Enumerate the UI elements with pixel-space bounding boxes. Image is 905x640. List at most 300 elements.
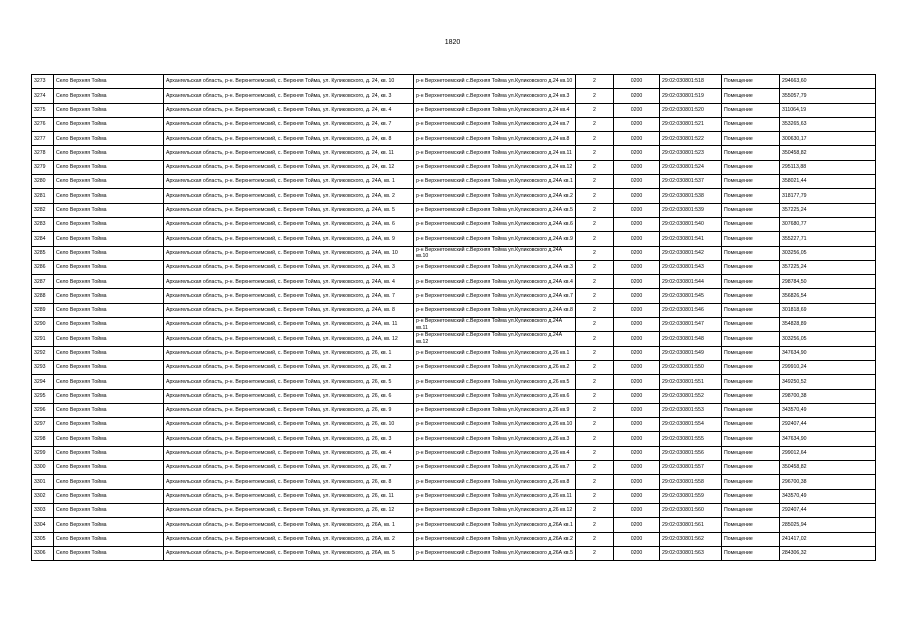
object-type-cell: Помещение xyxy=(722,332,780,346)
short-address-cell: р-н Верхнетоемский с.Верхняя Тойма ул.Куликовского д.26 кв.10 xyxy=(414,418,576,432)
group-code-cell: 2 xyxy=(576,375,614,389)
object-type-cell: Помещение xyxy=(722,432,780,446)
object-type-cell: Помещение xyxy=(722,446,780,460)
cadastral-value-cell: 299012,64 xyxy=(780,446,876,460)
row-number-cell: 3282 xyxy=(32,203,54,217)
cadastral-number-cell: 29:02:030801:545 xyxy=(660,289,722,303)
short-address-cell: р-н Верхнетоемский с.Верхняя Тойма ул.Куликовского д.26 кв.3 xyxy=(414,432,576,446)
cadastral-value-cell: 347634,90 xyxy=(780,346,876,360)
table-row xyxy=(32,189,876,203)
short-address-cell: р-н Верхнетоемский с.Верхняя Тойма ул.Куликовского д.26 кв.11 xyxy=(414,489,576,503)
cadastral-number-cell: 29:02:030801:540 xyxy=(660,217,722,231)
full-address-cell: Архангельская область, р-н. Верхнетоемский, с. Верхняя Тойма, ул. Куликовского, д. 24А, кв. 10 xyxy=(164,246,414,260)
locality-cell: Село Верхняя Тойма xyxy=(54,303,164,317)
full-address-cell: Архангельская область, р-н. Верхнетоемский, с. Верхняя Тойма, ул. Куликовского, д. 24А, кв. 4 xyxy=(164,275,414,289)
row-number-cell: 3291 xyxy=(32,332,54,346)
short-address-cell: р-н Верхнетоемский с.Верхняя Тойма ул.Куликовского д.24А кв.8 xyxy=(414,303,576,317)
locality-cell: Село Верхняя Тойма xyxy=(54,217,164,231)
short-address-cell: р-н Верхнетоемский с.Верхняя Тойма ул.Куликовского д.26 кв.4 xyxy=(414,446,576,460)
cadastral-value-cell: 307680,77 xyxy=(780,217,876,231)
row-number-cell: 3289 xyxy=(32,303,54,317)
table-row xyxy=(32,132,876,146)
cadastral-value-cell: 299910,24 xyxy=(780,360,876,374)
full-address-cell: Архангельская область, р-н. Верхнетоемский, с. Верхняя Тойма, ул. Куликовского, д. 24А, кв. 9 xyxy=(164,232,414,246)
type-code-cell: 0200 xyxy=(614,189,660,203)
object-type-cell: Помещение xyxy=(722,518,780,532)
group-code-cell: 2 xyxy=(576,217,614,231)
table-row xyxy=(32,89,876,103)
full-address-cell: Архангельская область, р-н. Верхнетоемский, с. Верхняя Тойма, ул. Куликовского, д. 24, кв. 3 xyxy=(164,89,414,103)
type-code-cell: 0200 xyxy=(614,275,660,289)
locality-cell: Село Верхняя Тойма xyxy=(54,175,164,189)
object-type-cell: Помещение xyxy=(722,475,780,489)
row-number-cell: 3276 xyxy=(32,117,54,131)
cadastral-number-cell: 29:02:030801:544 xyxy=(660,275,722,289)
full-address-cell: Архангельская область, р-н. Верхнетоемский, с. Верхняя Тойма, ул. Куликовского, д. 24, кв. 4 xyxy=(164,103,414,117)
table-row xyxy=(32,103,876,117)
type-code-cell: 0200 xyxy=(614,246,660,260)
cadastral-value-cell: 350458,82 xyxy=(780,146,876,160)
type-code-cell: 0200 xyxy=(614,403,660,417)
cadastral-value-cell: 296700,38 xyxy=(780,475,876,489)
cadastral-number-cell: 29:02:030801:537 xyxy=(660,175,722,189)
object-type-cell: Помещение xyxy=(722,461,780,475)
full-address-cell: Архангельская область, р-н. Верхнетоемский, с. Верхняя Тойма, ул. Куликовского, д. 24А, кв. 1 xyxy=(164,175,414,189)
table-row xyxy=(32,503,876,517)
type-code-cell: 0200 xyxy=(614,346,660,360)
cadastral-number-cell: 29:02:030801:548 xyxy=(660,332,722,346)
type-code-cell: 0200 xyxy=(614,89,660,103)
cadastral-number-cell: 29:02:030801:543 xyxy=(660,260,722,274)
cadastral-number-cell: 29:02:030801:560 xyxy=(660,503,722,517)
object-type-cell: Помещение xyxy=(722,132,780,146)
object-type-cell: Помещение xyxy=(722,260,780,274)
short-address-cell: р-н Верхнетоемский с.Верхняя Тойма ул.Куликовского д.26 кв.8 xyxy=(414,475,576,489)
locality-cell: Село Верхняя Тойма xyxy=(54,103,164,117)
cadastral-number-cell: 29:02:030801:547 xyxy=(660,318,722,332)
full-address-cell: Архангельская область, р-н. Верхнетоемский, с. Верхняя Тойма, ул. Куликовского, д. 26А, кв. 5 xyxy=(164,546,414,560)
row-number-cell: 3305 xyxy=(32,532,54,546)
row-number-cell: 3283 xyxy=(32,217,54,231)
cadastral-number-cell: 29:02:030801:523 xyxy=(660,146,722,160)
object-type-cell: Помещение xyxy=(722,546,780,560)
cadastral-value-cell: 284306,32 xyxy=(780,546,876,560)
full-address-cell: Архангельская область, р-н. Верхнетоемский, с. Верхняя Тойма, ул. Куликовского, д. 26, кв. 8 xyxy=(164,475,414,489)
group-code-cell: 2 xyxy=(576,203,614,217)
object-type-cell: Помещение xyxy=(722,75,780,89)
type-code-cell: 0200 xyxy=(614,461,660,475)
row-number-cell: 3287 xyxy=(32,275,54,289)
cadastral-number-cell: 29:02:030801:557 xyxy=(660,461,722,475)
full-address-cell: Архангельская область, р-н. Верхнетоемский, с. Верхняя Тойма, ул. Куликовского, д. 26, кв. 7 xyxy=(164,461,414,475)
short-address-cell: р-н Верхнетоемский с.Верхняя Тойма ул.Куликовского д.26 кв.6 xyxy=(414,389,576,403)
full-address-cell: Архангельская область, р-н. Верхнетоемский, с. Верхняя Тойма, ул. Куликовского, д. 24А, кв. 11 xyxy=(164,318,414,332)
cadastral-number-cell: 29:02:030801:542 xyxy=(660,246,722,260)
table-row xyxy=(32,260,876,274)
type-code-cell: 0200 xyxy=(614,546,660,560)
short-address-cell: р-н Верхнетоемский с.Верхняя Тойма ул.Куликовского д.24А кв.6 xyxy=(414,217,576,231)
object-type-cell: Помещение xyxy=(722,375,780,389)
type-code-cell: 0200 xyxy=(614,175,660,189)
table-row xyxy=(32,418,876,432)
cadastral-value-cell: 292407,44 xyxy=(780,503,876,517)
row-number-cell: 3285 xyxy=(32,246,54,260)
group-code-cell: 2 xyxy=(576,117,614,131)
cadastral-number-cell: 29:02:030801:519 xyxy=(660,89,722,103)
cadastral-value-cell: 295113,88 xyxy=(780,160,876,174)
locality-cell: Село Верхняя Тойма xyxy=(54,461,164,475)
cadastral-value-cell: 343570,49 xyxy=(780,403,876,417)
object-type-cell: Помещение xyxy=(722,89,780,103)
row-number-cell: 3296 xyxy=(32,403,54,417)
short-address-cell: р-н Верхнетоемский с.Верхняя Тойма ул.Куликовского д.24А кв.12 xyxy=(414,332,576,346)
locality-cell: Село Верхняя Тойма xyxy=(54,146,164,160)
short-address-cell: р-н Верхнетоемский с.Верхняя Тойма ул.Куликовского д.24 кв.12 xyxy=(414,160,576,174)
locality-cell: Село Верхняя Тойма xyxy=(54,232,164,246)
cadastral-value-cell: 347634,90 xyxy=(780,432,876,446)
group-code-cell: 2 xyxy=(576,175,614,189)
full-address-cell: Архангельская область, р-н. Верхнетоемский, с. Верхняя Тойма, ул. Куликовского, д. 24, кв. 8 xyxy=(164,132,414,146)
cadastral-value-cell: 303256,05 xyxy=(780,246,876,260)
cadastral-value-cell: 303256,05 xyxy=(780,332,876,346)
cadastral-value-cell: 300630,17 xyxy=(780,132,876,146)
full-address-cell: Архангельская область, р-н. Верхнетоемский, с. Верхняя Тойма, ул. Куликовского, д. 26А, кв. 2 xyxy=(164,532,414,546)
locality-cell: Село Верхняя Тойма xyxy=(54,275,164,289)
locality-cell: Село Верхняя Тойма xyxy=(54,432,164,446)
row-number-cell: 3293 xyxy=(32,360,54,374)
type-code-cell: 0200 xyxy=(614,318,660,332)
group-code-cell: 2 xyxy=(576,103,614,117)
type-code-cell: 0200 xyxy=(614,303,660,317)
group-code-cell: 2 xyxy=(576,475,614,489)
type-code-cell: 0200 xyxy=(614,518,660,532)
group-code-cell: 2 xyxy=(576,132,614,146)
type-code-cell: 0200 xyxy=(614,375,660,389)
type-code-cell: 0200 xyxy=(614,389,660,403)
type-code-cell: 0200 xyxy=(614,132,660,146)
object-type-cell: Помещение xyxy=(722,532,780,546)
full-address-cell: Архангельская область, р-н. Верхнетоемский, с. Верхняя Тойма, ул. Куликовского, д. 26, кв. 4 xyxy=(164,446,414,460)
cadastral-number-cell: 29:02:030801:563 xyxy=(660,546,722,560)
row-number-cell: 3299 xyxy=(32,446,54,460)
row-number-cell: 3304 xyxy=(32,518,54,532)
table-row xyxy=(32,75,876,89)
group-code-cell: 2 xyxy=(576,89,614,103)
cadastral-number-cell: 29:02:030801:558 xyxy=(660,475,722,489)
full-address-cell: Архангельская область, р-н. Верхнетоемский, с. Верхняя Тойма, ул. Куликовского, д. 24, кв. 10 xyxy=(164,75,414,89)
group-code-cell: 2 xyxy=(576,418,614,432)
short-address-cell: р-н Верхнетоемский с.Верхняя Тойма ул.Куликовского д.26 кв.9 xyxy=(414,403,576,417)
locality-cell: Село Верхняя Тойма xyxy=(54,346,164,360)
locality-cell: Село Верхняя Тойма xyxy=(54,246,164,260)
short-address-cell: р-н Верхнетоемский с.Верхняя Тойма ул.Куликовского д.24А кв.1 xyxy=(414,175,576,189)
short-address-cell: р-н Верхнетоемский с.Верхняя Тойма ул.Куликовского д.24А кв.3 xyxy=(414,260,576,274)
cadastral-number-cell: 29:02:030801:524 xyxy=(660,160,722,174)
type-code-cell: 0200 xyxy=(614,489,660,503)
object-type-cell: Помещение xyxy=(722,389,780,403)
object-type-cell: Помещение xyxy=(722,146,780,160)
row-number-cell: 3301 xyxy=(32,475,54,489)
row-number-cell: 3281 xyxy=(32,189,54,203)
table-row xyxy=(32,461,876,475)
short-address-cell: р-н Верхнетоемский с.Верхняя Тойма ул.Куликовского д.26А кв.2 xyxy=(414,532,576,546)
short-address-cell: р-н Верхнетоемский с.Верхняя Тойма ул.Куликовского д.24 кв.8 xyxy=(414,132,576,146)
row-number-cell: 3298 xyxy=(32,432,54,446)
group-code-cell: 2 xyxy=(576,260,614,274)
locality-cell: Село Верхняя Тойма xyxy=(54,289,164,303)
locality-cell: Село Верхняя Тойма xyxy=(54,117,164,131)
row-number-cell: 3303 xyxy=(32,503,54,517)
group-code-cell: 2 xyxy=(576,189,614,203)
group-code-cell: 2 xyxy=(576,446,614,460)
cadastral-value-cell: 356826,54 xyxy=(780,289,876,303)
group-code-cell: 2 xyxy=(576,75,614,89)
locality-cell: Село Верхняя Тойма xyxy=(54,418,164,432)
group-code-cell: 2 xyxy=(576,318,614,332)
group-code-cell: 2 xyxy=(576,403,614,417)
cadastral-number-cell: 29:02:030801:556 xyxy=(660,446,722,460)
cadastral-number-cell: 29:02:030801:551 xyxy=(660,375,722,389)
cadastral-number-cell: 29:02:030801:518 xyxy=(660,75,722,89)
row-number-cell: 3295 xyxy=(32,389,54,403)
type-code-cell: 0200 xyxy=(614,232,660,246)
group-code-cell: 2 xyxy=(576,532,614,546)
cadastral-number-cell: 29:02:030801:520 xyxy=(660,103,722,117)
short-address-cell: р-н Верхнетоемский с.Верхняя Тойма ул.Куликовского д.26 кв.5 xyxy=(414,375,576,389)
row-number-cell: 3278 xyxy=(32,146,54,160)
group-code-cell: 2 xyxy=(576,332,614,346)
group-code-cell: 2 xyxy=(576,275,614,289)
type-code-cell: 0200 xyxy=(614,289,660,303)
object-type-cell: Помещение xyxy=(722,489,780,503)
table-row xyxy=(32,217,876,231)
type-code-cell: 0200 xyxy=(614,117,660,131)
locality-cell: Село Верхняя Тойма xyxy=(54,160,164,174)
cadastral-number-cell: 29:02:030801:550 xyxy=(660,360,722,374)
group-code-cell: 2 xyxy=(576,389,614,403)
row-number-cell: 3300 xyxy=(32,461,54,475)
cadastral-number-cell: 29:02:030801:561 xyxy=(660,518,722,532)
short-address-cell: р-н Верхнетоемский с.Верхняя Тойма ул.Куликовского д.26 кв.2 xyxy=(414,360,576,374)
row-number-cell: 3284 xyxy=(32,232,54,246)
full-address-cell: Архангельская область, р-н. Верхнетоемский, с. Верхняя Тойма, ул. Куликовского, д. 24А, кв. 7 xyxy=(164,289,414,303)
full-address-cell: Архангельская область, р-н. Верхнетоемский, с. Верхняя Тойма, ул. Куликовского, д. 24А, кв. 5 xyxy=(164,203,414,217)
cadastral-value-cell: 350458,82 xyxy=(780,461,876,475)
short-address-cell: р-н Верхнетоемский с.Верхняя Тойма ул.Куликовского д.26А кв.5 xyxy=(414,546,576,560)
row-number-cell: 3280 xyxy=(32,175,54,189)
cadastral-number-cell: 29:02:030801:553 xyxy=(660,403,722,417)
short-address-cell: р-н Верхнетоемский с.Верхняя Тойма ул.Куликовского д.26 кв.7 xyxy=(414,461,576,475)
short-address-cell: р-н Верхнетоемский с.Верхняя Тойма ул.Куликовского д.24 кв.3 xyxy=(414,89,576,103)
locality-cell: Село Верхняя Тойма xyxy=(54,532,164,546)
cadastral-number-cell: 29:02:030801:552 xyxy=(660,389,722,403)
full-address-cell: Архангельская область, р-н. Верхнетоемский, с. Верхняя Тойма, ул. Куликовского, д. 26, кв. 2 xyxy=(164,360,414,374)
table-row xyxy=(32,289,876,303)
row-number-cell: 3277 xyxy=(32,132,54,146)
table-row xyxy=(32,275,876,289)
locality-cell: Село Верхняя Тойма xyxy=(54,89,164,103)
table-row xyxy=(32,532,876,546)
locality-cell: Село Верхняя Тойма xyxy=(54,546,164,560)
row-number-cell: 3288 xyxy=(32,289,54,303)
short-address-cell: р-н Верхнетоемский с.Верхняя Тойма ул.Куликовского д.24 кв.11 xyxy=(414,146,576,160)
row-number-cell: 3292 xyxy=(32,346,54,360)
full-address-cell: Архангельская область, р-н. Верхнетоемский, с. Верхняя Тойма, ул. Куликовского, д. 26А, кв. 1 xyxy=(164,518,414,532)
cadastral-number-cell: 29:02:030801:541 xyxy=(660,232,722,246)
object-type-cell: Помещение xyxy=(722,232,780,246)
full-address-cell: Архангельская область, р-н. Верхнетоемский, с. Верхняя Тойма, ул. Куликовского, д. 24А, кв. 2 xyxy=(164,189,414,203)
table-row xyxy=(32,360,876,374)
object-type-cell: Помещение xyxy=(722,246,780,260)
cadastral-number-cell: 29:02:030801:546 xyxy=(660,303,722,317)
locality-cell: Село Верхняя Тойма xyxy=(54,189,164,203)
group-code-cell: 2 xyxy=(576,503,614,517)
table-row xyxy=(32,246,876,260)
full-address-cell: Архангельская область, р-н. Верхнетоемский, с. Верхняя Тойма, ул. Куликовского, д. 26, кв. 12 xyxy=(164,503,414,517)
short-address-cell: р-н Верхнетоемский с.Верхняя Тойма ул.Куликовского д.24А кв.7 xyxy=(414,289,576,303)
full-address-cell: Архангельская область, р-н. Верхнетоемский, с. Верхняя Тойма, ул. Куликовского, д. 24, кв. 12 xyxy=(164,160,414,174)
short-address-cell: р-н Верхнетоемский с.Верхняя Тойма ул.Куликовского д.26А кв.1 xyxy=(414,518,576,532)
row-number-cell: 3297 xyxy=(32,418,54,432)
cadastral-value-cell: 357225,24 xyxy=(780,260,876,274)
table-row xyxy=(32,375,876,389)
locality-cell: Село Верхняя Тойма xyxy=(54,203,164,217)
table-row xyxy=(32,403,876,417)
full-address-cell: Архангельская область, р-н. Верхнетоемский, с. Верхняя Тойма, ул. Куликовского, д. 24А, кв. 12 xyxy=(164,332,414,346)
cadastral-number-cell: 29:02:030801:554 xyxy=(660,418,722,432)
type-code-cell: 0200 xyxy=(614,418,660,432)
table-row xyxy=(32,160,876,174)
object-type-cell: Помещение xyxy=(722,217,780,231)
locality-cell: Село Верхняя Тойма xyxy=(54,332,164,346)
cadastral-value-cell: 301818,69 xyxy=(780,303,876,317)
type-code-cell: 0200 xyxy=(614,217,660,231)
row-number-cell: 3302 xyxy=(32,489,54,503)
object-type-cell: Помещение xyxy=(722,189,780,203)
short-address-cell: р-н Верхнетоемский с.Верхняя Тойма ул.Куликовского д.24А кв.9 xyxy=(414,232,576,246)
full-address-cell: Архангельская область, р-н. Верхнетоемский, с. Верхняя Тойма, ул. Куликовского, д. 24А, кв. 3 xyxy=(164,260,414,274)
short-address-cell: р-н Верхнетоемский с.Верхняя Тойма ул.Куликовского д.24А кв.2 xyxy=(414,189,576,203)
cadastral-value-cell: 358021,44 xyxy=(780,175,876,189)
group-code-cell: 2 xyxy=(576,160,614,174)
cadastral-value-cell: 241417,02 xyxy=(780,532,876,546)
table-row xyxy=(32,432,876,446)
group-code-cell: 2 xyxy=(576,146,614,160)
short-address-cell: р-н Верхнетоемский с.Верхняя Тойма ул.Куликовского д.24А кв.10 xyxy=(414,246,576,260)
type-code-cell: 0200 xyxy=(614,432,660,446)
registry-table xyxy=(31,74,876,561)
locality-cell: Село Верхняя Тойма xyxy=(54,132,164,146)
cadastral-number-cell: 29:02:030801:522 xyxy=(660,132,722,146)
cadastral-number-cell: 29:02:030801:559 xyxy=(660,489,722,503)
short-address-cell: р-н Верхнетоемский с.Верхняя Тойма ул.Куликовского д.24 кв.7 xyxy=(414,117,576,131)
locality-cell: Село Верхняя Тойма xyxy=(54,75,164,89)
short-address-cell: р-н Верхнетоемский с.Верхняя Тойма ул.Куликовского д.24 кв.10 xyxy=(414,75,576,89)
row-number-cell: 3306 xyxy=(32,546,54,560)
full-address-cell: Архангельская область, р-н. Верхнетоемский, с. Верхняя Тойма, ул. Куликовского, д. 26, кв. 10 xyxy=(164,418,414,432)
type-code-cell: 0200 xyxy=(614,203,660,217)
type-code-cell: 0200 xyxy=(614,103,660,117)
object-type-cell: Помещение xyxy=(722,360,780,374)
group-code-cell: 2 xyxy=(576,360,614,374)
registry-table-body xyxy=(32,75,876,561)
short-address-cell: р-н Верхнетоемский с.Верхняя Тойма ул.Куликовского д.24А кв.5 xyxy=(414,203,576,217)
cadastral-number-cell: 29:02:030801:539 xyxy=(660,203,722,217)
table-row xyxy=(32,446,876,460)
object-type-cell: Помещение xyxy=(722,418,780,432)
cadastral-value-cell: 298784,50 xyxy=(780,275,876,289)
cadastral-value-cell: 294663,60 xyxy=(780,75,876,89)
full-address-cell: Архангельская область, р-н. Верхнетоемский, с. Верхняя Тойма, ул. Куликовского, д. 24А, кв. 6 xyxy=(164,217,414,231)
object-type-cell: Помещение xyxy=(722,175,780,189)
object-type-cell: Помещение xyxy=(722,203,780,217)
cadastral-value-cell: 357225,24 xyxy=(780,203,876,217)
page-number: 1820 xyxy=(444,39,461,46)
cadastral-number-cell: 29:02:030801:521 xyxy=(660,117,722,131)
group-code-cell: 2 xyxy=(576,303,614,317)
table-row xyxy=(32,389,876,403)
cadastral-value-cell: 285025,94 xyxy=(780,518,876,532)
locality-cell: Село Верхняя Тойма xyxy=(54,446,164,460)
table-row xyxy=(32,318,876,332)
cadastral-value-cell: 318177,79 xyxy=(780,189,876,203)
row-number-cell: 3273 xyxy=(32,75,54,89)
type-code-cell: 0200 xyxy=(614,446,660,460)
cadastral-value-cell: 343570,49 xyxy=(780,489,876,503)
short-address-cell: р-н Верхнетоемский с.Верхняя Тойма ул.Куликовского д.24А кв.4 xyxy=(414,275,576,289)
object-type-cell: Помещение xyxy=(722,346,780,360)
row-number-cell: 3294 xyxy=(32,375,54,389)
table-row xyxy=(32,518,876,532)
row-number-cell: 3286 xyxy=(32,260,54,274)
cadastral-number-cell: 29:02:030801:562 xyxy=(660,532,722,546)
group-code-cell: 2 xyxy=(576,546,614,560)
cadastral-value-cell: 355057,79 xyxy=(780,89,876,103)
object-type-cell: Помещение xyxy=(722,303,780,317)
table-row xyxy=(32,303,876,317)
cadastral-value-cell: 355227,71 xyxy=(780,232,876,246)
type-code-cell: 0200 xyxy=(614,532,660,546)
cadastral-number-cell: 29:02:030801:555 xyxy=(660,432,722,446)
locality-cell: Село Верхняя Тойма xyxy=(54,403,164,417)
locality-cell: Село Верхняя Тойма xyxy=(54,503,164,517)
full-address-cell: Архангельская область, р-н. Верхнетоемский, с. Верхняя Тойма, ул. Куликовского, д. 26, кв. 5 xyxy=(164,375,414,389)
group-code-cell: 2 xyxy=(576,432,614,446)
object-type-cell: Помещение xyxy=(722,318,780,332)
group-code-cell: 2 xyxy=(576,461,614,475)
full-address-cell: Архангельская область, р-н. Верхнетоемский, с. Верхняя Тойма, ул. Куликовского, д. 26, кв. 1 xyxy=(164,346,414,360)
table-row xyxy=(32,546,876,560)
table-row xyxy=(32,489,876,503)
full-address-cell: Архангельская область, р-н. Верхнетоемский, с. Верхняя Тойма, ул. Куликовского, д. 26, кв. 11 xyxy=(164,489,414,503)
object-type-cell: Помещение xyxy=(722,275,780,289)
full-address-cell: Архангельская область, р-н. Верхнетоемский, с. Верхняя Тойма, ул. Куликовского, д. 26, кв. 6 xyxy=(164,389,414,403)
object-type-cell: Помещение xyxy=(722,503,780,517)
short-address-cell: р-н Верхнетоемский с.Верхняя Тойма ул.Куликовского д.24А кв.11 xyxy=(414,318,576,332)
locality-cell: Село Верхняя Тойма xyxy=(54,360,164,374)
cadastral-value-cell: 292407,44 xyxy=(780,418,876,432)
table-row xyxy=(32,332,876,346)
cadastral-number-cell: 29:02:030801:538 xyxy=(660,189,722,203)
object-type-cell: Помещение xyxy=(722,403,780,417)
locality-cell: Село Верхняя Тойма xyxy=(54,318,164,332)
type-code-cell: 0200 xyxy=(614,146,660,160)
locality-cell: Село Верхняя Тойма xyxy=(54,389,164,403)
row-number-cell: 3290 xyxy=(32,318,54,332)
table-row xyxy=(32,475,876,489)
type-code-cell: 0200 xyxy=(614,260,660,274)
short-address-cell: р-н Верхнетоемский с.Верхняя Тойма ул.Куликовского д.24 кв.4 xyxy=(414,103,576,117)
